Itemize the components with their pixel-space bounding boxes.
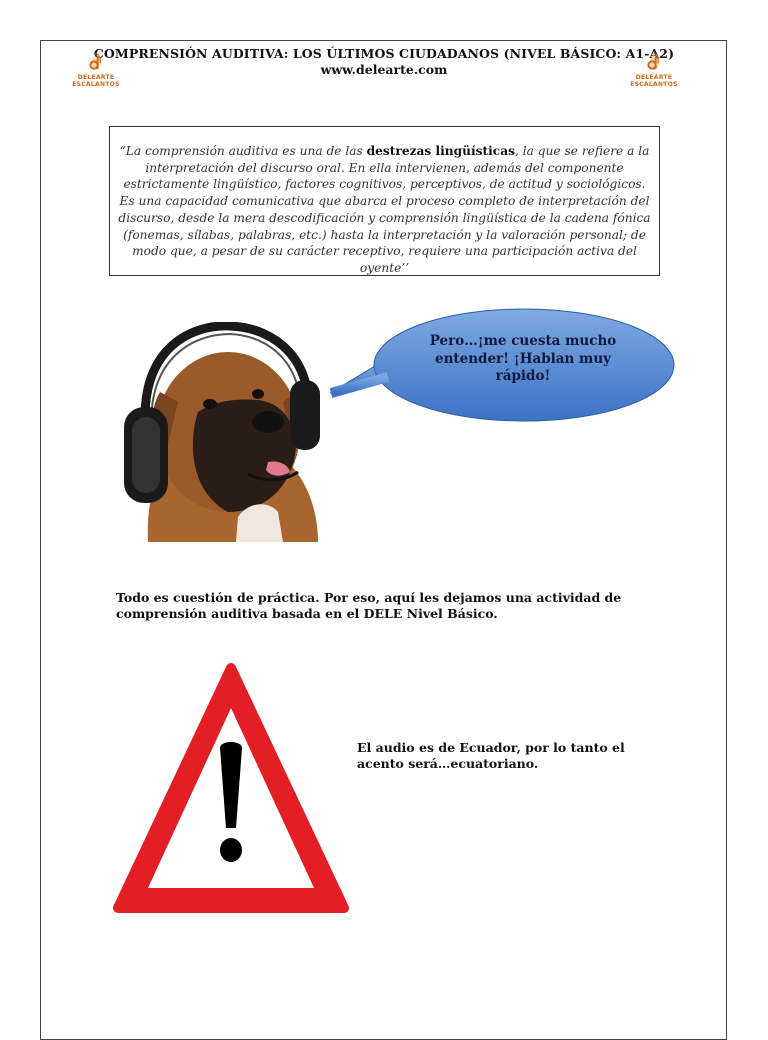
logo-line2: ESCALANTOS [630,81,678,88]
dog-with-headphones-illustration [118,322,330,542]
website-url: www.delearte.com [320,62,448,77]
logo-line1: DELEARTE [635,74,673,81]
warning-icon [112,660,350,918]
accent-note: El audio es de Ecuador, por lo tanto el acento será…ecuatoriano. [357,740,625,771]
delearte-logo-left [72,50,120,88]
flame-icon [642,50,666,74]
document-title: COMPRENSIÓN AUDITIVA: LOS ÚLTIMOS CIUDADANOS (NIVEL BÁSICO: A1-A2) [93,46,675,61]
quote-box [109,126,660,276]
quote-part2: , la que se refiere a la interpretación del discurso oral. En ella intervienen, además del componente estrictamente lingüístico, factores cognitivos, perceptivos, de actitud y sociológicos. Es una capacidad comunicativa que abarca el proceso completo de interpretación del discurso, desde la mera descodificación y comprensión lingüística de la cadena fónica (fonemas, sílabas, palabras, etc.) hasta la interpretación y la valoración personal; de modo que, a pesar de su carácter receptivo, requiere una participación activa del oyente’’ [118,144,651,275]
flame-icon [84,50,108,74]
delearte-logo-right [630,50,678,88]
practice-paragraph: Todo es cuestión de práctica. Por eso, aquí les dejamos una actividad de comprensión auditiva basada en el DELE Nivel Básico. [116,590,622,621]
logo-line1: DELEARTE [77,74,115,81]
quote-part1: “La comprensión auditiva es una de las [119,144,367,158]
speech-bubble-text: Pero…¡me cuesta mucho entender! ¡Hablan muy rápido! [429,333,617,384]
quote-emphasis: destrezas lingüísticas [366,144,515,158]
logo-line2: ESCALANTOS [72,81,120,88]
